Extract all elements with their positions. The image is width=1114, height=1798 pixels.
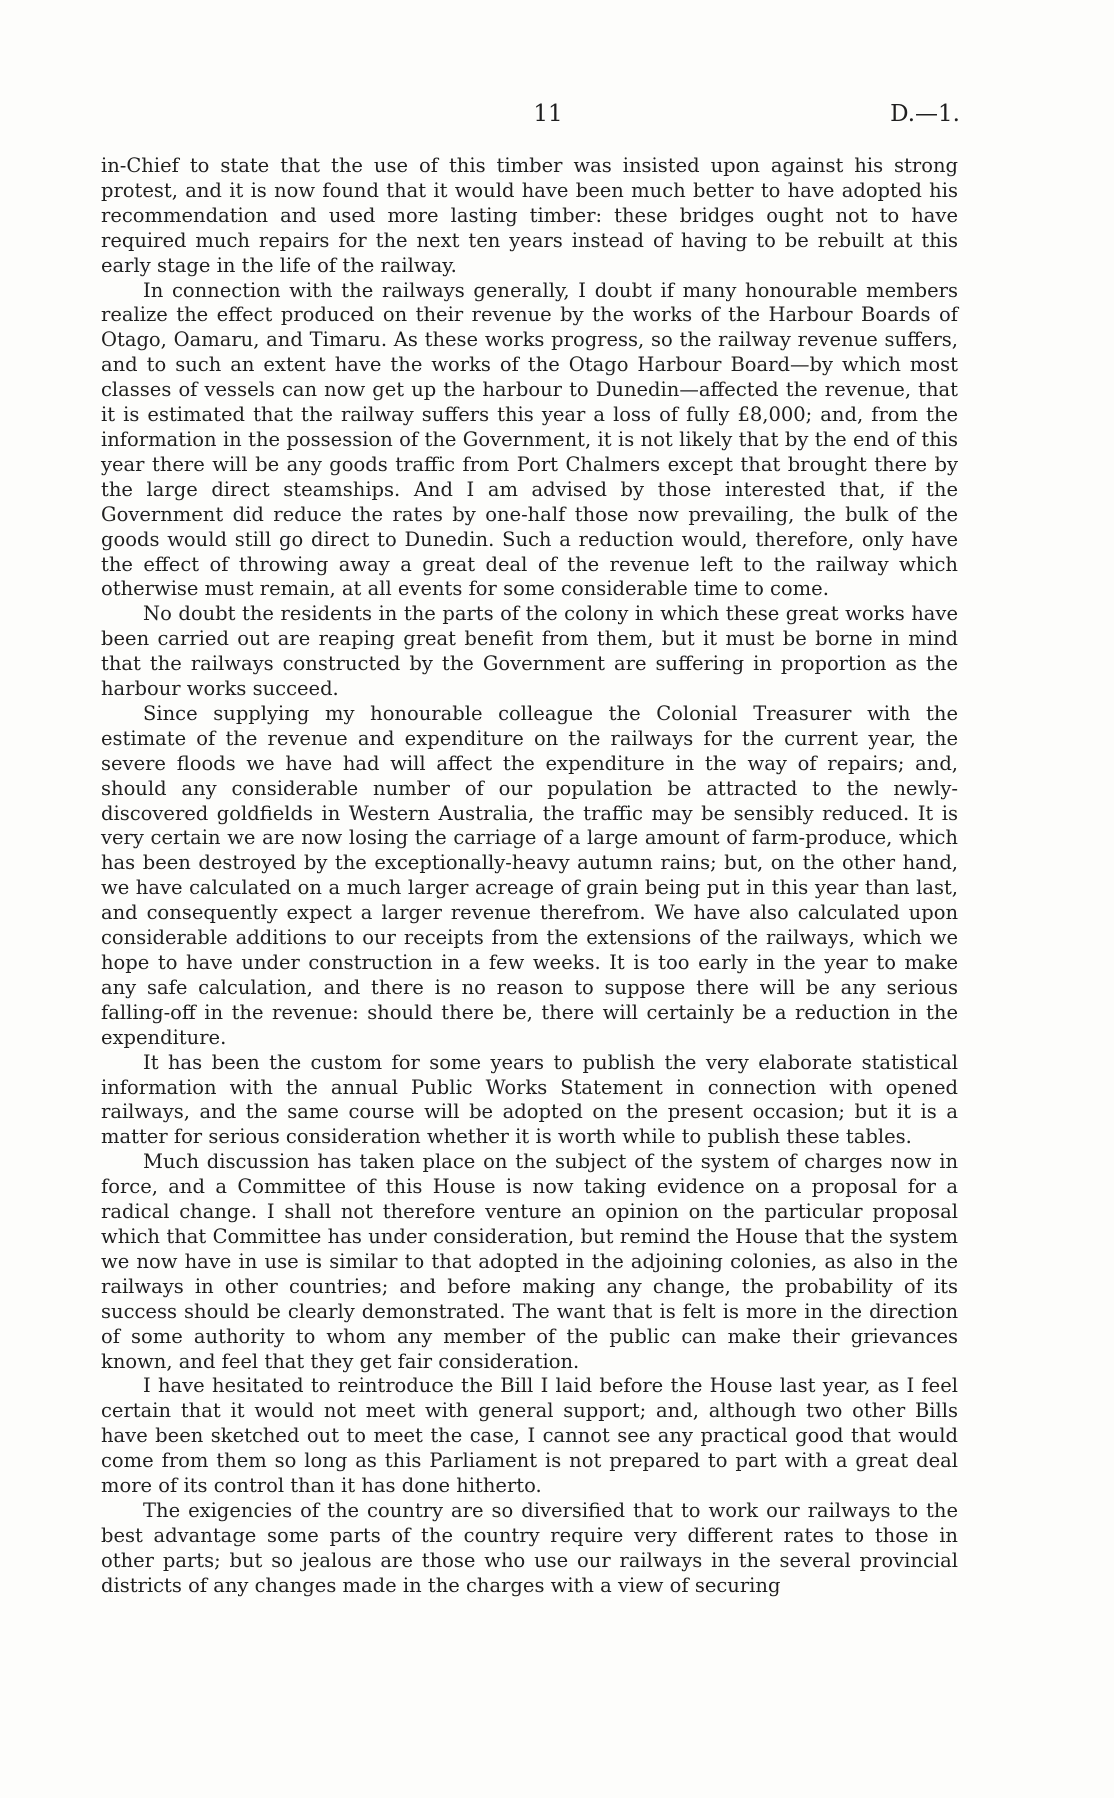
paragraph: Since supplying my honourable colleague the Colonial Treasurer with the estimate of the revenue and expenditure on the railways for the current year, the severe floods we have had will affect the expenditure in the way of repairs; and, should any considerable number of our population be attracted to the newly-discovered goldfields in Western Australia, the traffic may be sensibly reduced. It is very certain we are now losing the carriage of a large amount of farm-produce, which has been destroyed by the exceptionally-heavy autumn rains; but, on the other hand, we have calculated on a much larger acreage of grain being put in this year than last, and consequently expect a larger revenue therefrom. We have also calculated upon considerable additions to our receipts from the extensions of the railways, which we hope to have under construction in a few weeks. It is too early in the year to make any safe calculation, and there is no reason to suppose there will be any serious falling-off in the revenue: should there be, there will certainly be a reduction in the expenditure. [101,701,958,1049]
paragraph: It has been the custom for some years to publish the very elaborate statistical information with the annual Public Works Statement in connection with opened railways, and the same course will be adopted on the present occasion; but it is a matter for serious consideration whether it is worth while to publish these tables. [101,1050,958,1149]
paragraph: The exigencies of the country are so diversified that to work our railways to the best advantage some parts of the country require very different rates to those in other parts; but so jealous are those who use our railways in the several provincial districts of any changes made in the charges with a view of securing [101,1498,958,1597]
paragraph: I have hesitated to reintroduce the Bill I laid before the House last year, as I feel certain that it would not meet with general support; and, although two other Bills have been sketched out to meet the case, I cannot see any practical good that would come from them so long as this Parliament is not prepared to part with a great deal more of its control than it has done hitherto. [101,1374,958,1498]
body-text [101,154,958,1599]
paragraph: No doubt the residents in the parts of the colony in which these great works have been carried out are reaping great benefit from them, but it must be borne in mind that the railways constructed by the Government are suffering in proportion as the harbour works succeed. [101,602,958,701]
document-code: D.—1. [890,101,960,127]
page-number: 11 [533,101,563,127]
paragraph: Much discussion has taken place on the subject of the system of charges now in force, and a Committee of this House is now taking evidence on a proposal for a radical change. I shall not therefore venture an opinion on the particular proposal which that Committee has under consideration, but remind the House that the system we now have in use is similar to that adopted in the adjoining colonies, as also in the railways in other countries; and before making any change, the probability of its success should be clearly demonstrated. The want that is felt is more in the direction of some authority to whom any member of the public can make their grievances known, and feel that they get fair consideration. [101,1150,958,1373]
paragraph: In connection with the railways generally, I doubt if many honourable members realize the effect produced on their revenue by the works of the Harbour Boards of Otago, Oamaru, and Timaru. As these works progress, so the railway revenue suffers, and to such an extent have the works of the Otago Harbour Board—by which most classes of vessels can now get up the harbour to Dunedin—affected the revenue, that it is estimated that the railway suffers this year a loss of fully £8,000; and, from the information in the possession of the Government, it is not likely that by the end of this year there will be any goods traffic from Port Chalmers except that brought there by the large direct steamships. And I am advised by those interested that, if the Government did reduce the rates by one-half those now prevailing, the bulk of the goods would still go direct to Dunedin. Such a reduction would, therefore, only have the effect of throwing away a great deal of the revenue left to the railway which otherwise must remain, at all events for some considerable time to come. [101,278,958,601]
paragraph: in-Chief to state that the use of this timber was insisted upon against his strong protest, and it is now found that it would have been much better to have adopted his recommendation and used more lasting timber: these bridges ought not to have required much repairs for the next ten years instead of having to be rebuilt at this early stage in the life of the railway. [101,154,958,277]
